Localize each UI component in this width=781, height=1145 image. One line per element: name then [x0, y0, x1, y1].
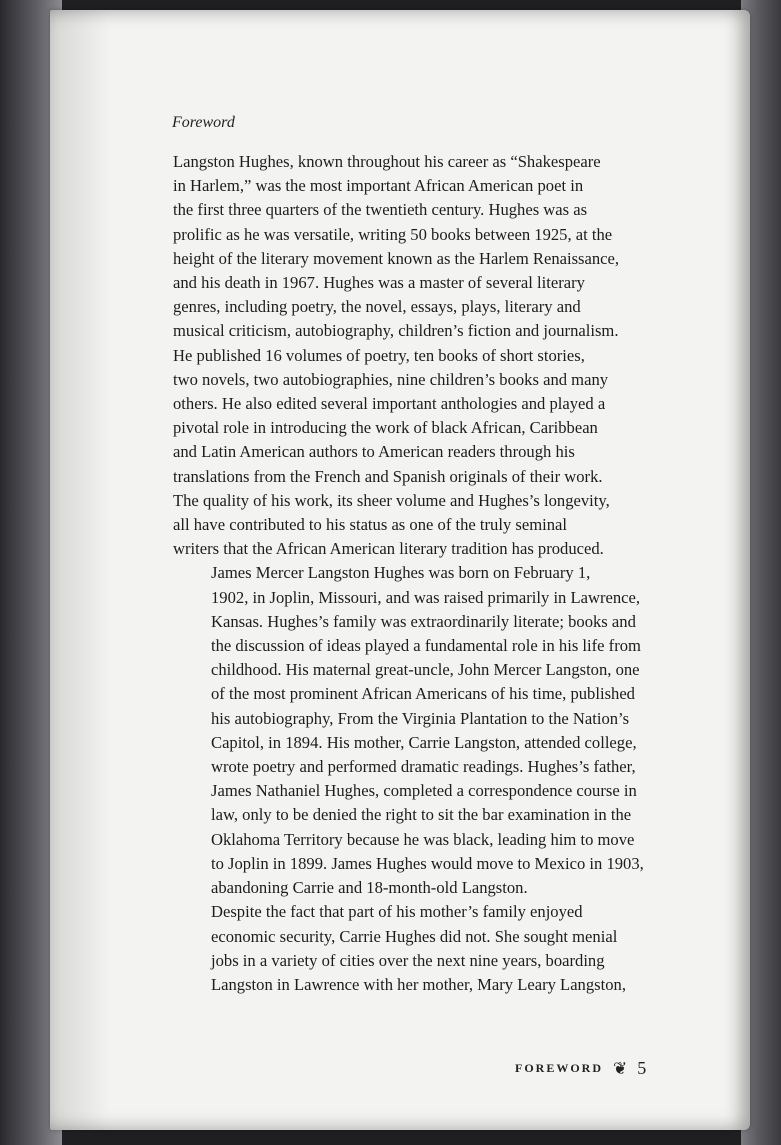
footer-label: FOREWORD	[515, 1061, 603, 1075]
text-line: economic security, Carrie Hughes did not. She sought menial	[211, 926, 618, 946]
text-line: writers that the African American literary tradition has produced.	[173, 539, 604, 559]
text-line: Despite the fact that part of his mother’s family enjoyed	[211, 902, 583, 922]
paragraph-1	[173, 150, 701, 561]
paragraph-3	[173, 900, 701, 997]
book-page	[50, 10, 750, 1130]
page-footer	[515, 1058, 646, 1079]
text-line: Langston Hughes, known throughout his career as “Shakespeare	[173, 152, 601, 171]
fleuron-icon: ❦	[613, 1059, 628, 1078]
text-line: Langston in Lawrence with her mother, Mary Leary Langston,	[211, 974, 626, 994]
text-line: The quality of his work, its sheer volume and Hughes’s longevity,	[173, 490, 610, 510]
text-line: Capitol, in 1894. His mother, Carrie Langston, attended college,	[211, 732, 637, 752]
text-line: Kansas. Hughes’s family was extraordinarily literate; books and	[211, 611, 636, 631]
running-head: Foreword	[172, 114, 235, 131]
text-line: and his death in 1967. Hughes was a master of several literary	[173, 273, 585, 293]
text-line: He published 16 volumes of poetry, ten books of short stories,	[173, 345, 585, 365]
text-line: of the most prominent African Americans of his time, published	[211, 684, 635, 704]
text-line: abandoning Carrie and 18-month-old Langston.	[211, 878, 528, 898]
body-text	[173, 150, 701, 997]
text-line: the first three quarters of the twentieth century. Hughes was as	[173, 200, 588, 220]
text-line: translations from the French and Spanish originals of their work.	[173, 466, 603, 486]
text-line: height of the literary movement known as the Harlem Renaissance,	[173, 248, 620, 268]
text-line: others. He also edited several important anthologies and played a	[173, 394, 606, 414]
text-line: musical criticism, autobiography, children’s fiction and journalism.	[173, 321, 619, 341]
text-line: all have contributed to his status as one of the truly seminal	[173, 515, 568, 535]
text-line: James Nathaniel Hughes, completed a correspondence course in	[211, 781, 637, 801]
text-line: his autobiography, From the Virginia Plantation to the Nation’s	[211, 708, 630, 728]
text-line: childhood. His maternal great-uncle, John Mercer Langston, one	[211, 660, 640, 680]
text-line: 1902, in Joplin, Missouri, and was raised primarily in Lawrence,	[211, 587, 641, 607]
text-line: and Latin American authors to American readers through his	[173, 442, 575, 462]
paragraph-2	[173, 561, 701, 900]
text-line: genres, including poetry, the novel, essays, plays, literary and	[173, 297, 581, 317]
text-line: two novels, two autobiographies, nine children’s books and many	[173, 369, 609, 389]
text-line: jobs in a variety of cities over the next nine years, boarding	[211, 950, 605, 970]
text-line: Oklahoma Territory because he was black, leading him to move	[211, 829, 635, 849]
page-number: 5	[637, 1058, 647, 1078]
text-line: to Joplin in 1899. James Hughes would move to Mexico in 1903,	[211, 853, 644, 873]
text-line: the discussion of ideas played a fundamental role in his life from	[211, 636, 641, 656]
text-line: law, only to be denied the right to sit the bar examination in the	[211, 805, 632, 825]
text-line: prolific as he was versatile, writing 50 books between 1925, at the	[173, 224, 613, 244]
text-line: wrote poetry and performed dramatic readings. Hughes’s father,	[211, 757, 636, 777]
text-line: James Mercer Langston Hughes was born on February 1,	[211, 563, 591, 583]
text-line: pivotal role in introducing the work of black African, Caribbean	[173, 418, 598, 438]
gutter-shadow	[50, 10, 110, 1130]
text-line: in Harlem,” was the most important African American poet in	[173, 176, 584, 196]
